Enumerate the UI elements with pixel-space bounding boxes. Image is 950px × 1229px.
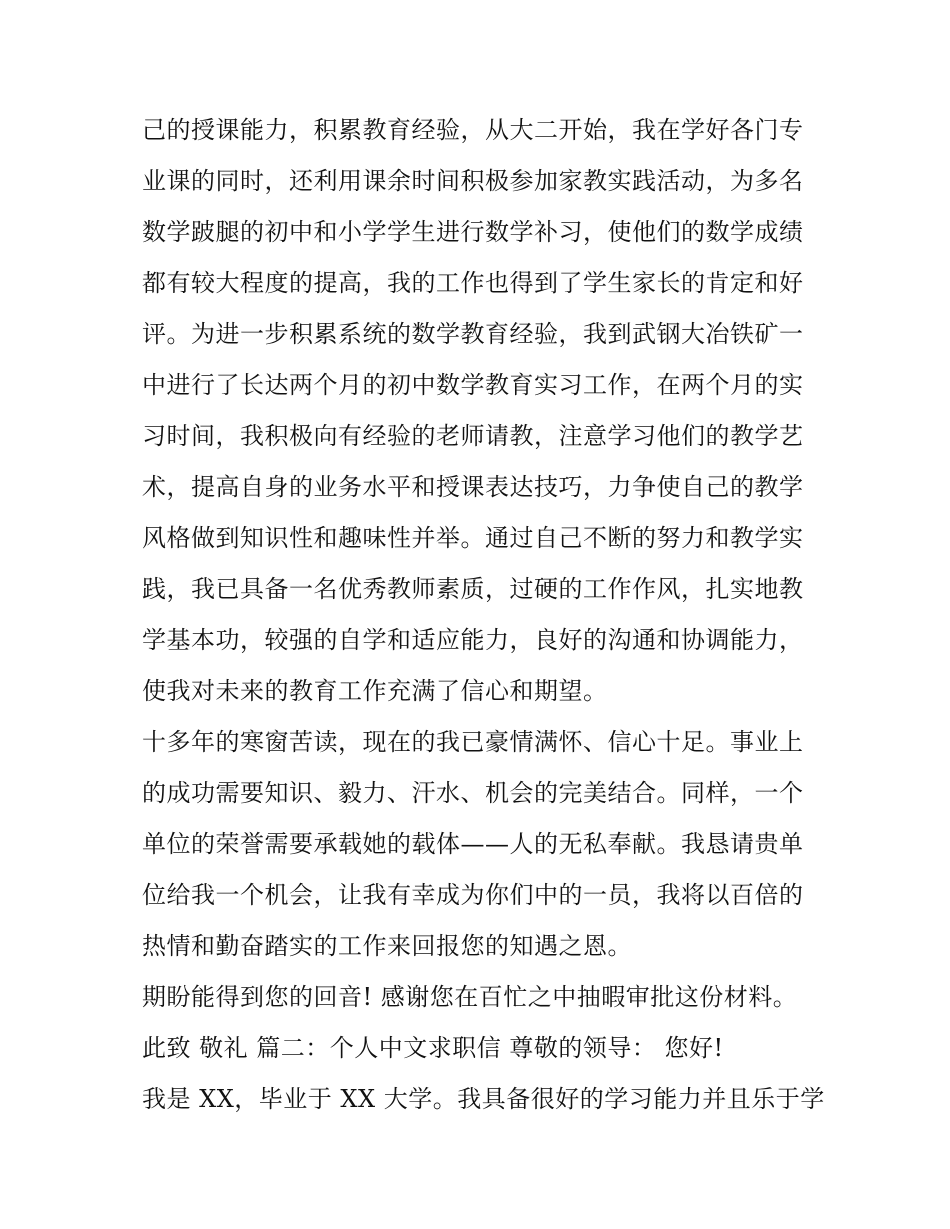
text-line: 践，我已具备一名优秀教师素质，过硬的工作作风，扎实地教: [142, 575, 804, 603]
text-line: 数学跛腿的初中和小学学生进行数学补习，使他们的数学成绩: [142, 218, 804, 246]
text-line: 都有较大程度的提高，我的工作也得到了学生家长的肯定和好: [142, 269, 804, 297]
text-line: 评。为进一步积累系统的数学教育经验，我到武钢大冶铁矿一: [142, 320, 804, 348]
text-line: 期盼能得到您的回音! 感谢您在百忙之中抽暇审批这份材料。: [142, 983, 798, 1011]
text-line: 己的授课能力，积累教育经验，从大二开始，我在学好各门专: [142, 116, 804, 144]
text-line: 位给我一个机会，让我有幸成为你们中的一员，我将以百倍的: [142, 881, 804, 909]
text-line: 的成功需要知识、毅力、汗水、机会的完美结合。同样，一个: [142, 779, 804, 807]
text-line: 术，提高自身的业务水平和授课表达技巧，力争使自己的教学: [142, 473, 804, 501]
text-line: 十多年的寒窗苦读，现在的我已豪情满怀、信心十足。事业上: [142, 728, 804, 756]
text-line: 中进行了长达两个月的初中数学教育实习工作，在两个月的实: [142, 371, 804, 399]
text-line: 此致 敬礼 篇二：个人中文求职信 尊敬的领导： 您好!: [142, 1034, 724, 1062]
text-line: 热情和勤奋踏实的工作来回报您的知遇之恩。: [142, 932, 632, 960]
text-line: 学基本功，较强的自学和适应能力，良好的沟通和协调能力，: [142, 626, 804, 654]
text-line: 风格做到知识性和趣味性并举。通过自己不断的努力和教学实: [142, 524, 804, 552]
text-line: 使我对未来的教育工作充满了信心和期望。: [142, 677, 608, 705]
text-line: 单位的荣誉需要承载她的载体——人的无私奉献。我恳请贵单: [142, 830, 804, 858]
text-line: 业课的同时，还利用课余时间积极参加家教实践活动，为多名: [142, 167, 804, 195]
text-line: 习时间，我积极向有经验的老师请教，注意学习他们的教学艺: [142, 422, 804, 450]
text-line: 我是 XX，毕业于 XX 大学。我具备很好的学习能力并且乐于学: [142, 1085, 825, 1113]
